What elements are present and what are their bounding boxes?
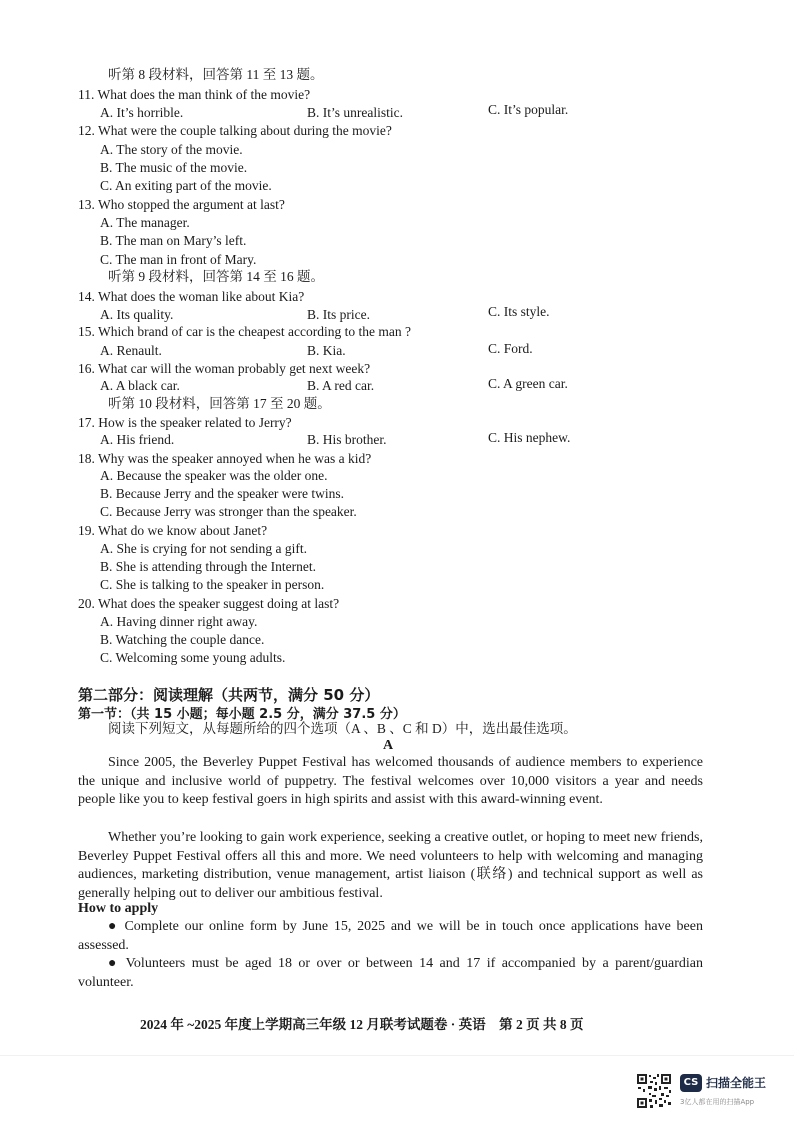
q14-option-c: C. Its style.	[488, 304, 550, 319]
section-10-instruction: 听第 10 段材料，回答第 17 至 20 题。	[108, 396, 331, 411]
q11-option-b: B. It’s unrealistic.	[307, 105, 403, 120]
question-13: 13. Who stopped the argument at last?	[78, 197, 285, 212]
q20-option-c: C. Welcoming some young adults.	[100, 650, 286, 665]
passage-label: A	[383, 738, 394, 753]
q14-option-b: B. Its price.	[307, 307, 370, 322]
q16-option-a: A. A black car.	[100, 378, 180, 393]
q19-option-b: B. She is attending through the Internet.	[100, 559, 316, 574]
q20-option-b: B. Watching the couple dance.	[100, 632, 265, 647]
reading-instruction: 阅读下列短文，从每题所给的四个选项（A 、B 、C 和 D）中，选出最佳选项。	[108, 721, 577, 736]
q20-option-a: A. Having dinner right away.	[100, 614, 258, 629]
question-16: 16. What car will the woman probably get next week?	[78, 361, 371, 376]
question-18: 18. Why was the speaker annoyed when he was a kid?	[78, 451, 372, 466]
q12-option-a: A. The story of the movie.	[100, 142, 243, 157]
q14-option-a: A. Its quality.	[100, 307, 174, 322]
q17-option-c: C. His nephew.	[488, 430, 571, 445]
qr-code-icon	[636, 1073, 672, 1109]
q13-option-c: C. The man in front of Mary.	[100, 252, 257, 267]
page-footer: 2024 年 ~2025 年度上学期高三年级 12 月联考试题卷 · 英语 第 2 页 共 8 页	[140, 1017, 584, 1032]
q13-option-b: B. The man on Mary’s left.	[100, 233, 247, 248]
q12-option-c: C. An exiting part of the movie.	[100, 178, 272, 193]
q16-option-c: C. A green car.	[488, 376, 568, 391]
q18-option-b: B. Because Jerry and the speaker were twins.	[100, 486, 345, 501]
question-15: 15. Which brand of car is the cheapest according to the man ?	[78, 324, 411, 339]
how-to-apply-heading: How to apply	[78, 901, 159, 916]
section-9-instruction: 听第 9 段材料，回答第 14 至 16 题。	[108, 269, 324, 284]
section-one-title: 第一节：（共 15 小题；每小题 2.5 分，满分 37.5 分）	[78, 707, 406, 722]
apply-bullet-1: ● Complete our online form by June 15, 2025 and we will be in touch once applications have been assessed.	[78, 919, 703, 953]
q15-option-a: A. Renault.	[100, 343, 162, 358]
q18-option-a: A. Because the speaker was the older one.	[100, 468, 328, 483]
part-two-title: 第二部分：阅读理解（共两节，满分 50 分）	[78, 686, 380, 704]
passage-paragraph-2: Whether you’re looking to gain work experience, seeking a creative outlet, or hoping to meet new friends, Beverley Puppet Festival offers all this and more. We need volunteers to help with welcoming and managing audiences, marketing distribution, venue management, artist liaison (联络) and technical support as well as generally helping out to deliver our ambitious festival.	[78, 830, 703, 901]
bottom-divider	[0, 1055, 794, 1056]
passage-paragraph-1: Since 2005, the Beverley Puppet Festival has welcomed thousands of audience members to experience the unique and inclusive world of puppetry. The festival welcomes over 10,000 visitors a year and needs people like you to keep festival goers in high spirits and assist with this award-winning event.	[78, 755, 703, 807]
camscanner-name: 扫描全能王	[706, 1076, 767, 1090]
question-19: 19. What do we know about Janet?	[78, 523, 268, 538]
q16-option-b: B. A red car.	[307, 378, 375, 393]
camscanner-logo: CS	[680, 1074, 702, 1092]
q11-option-a: A. It’s horrible.	[100, 105, 184, 120]
q12-option-b: B. The music of the movie.	[100, 160, 248, 175]
scanner-watermark	[636, 1073, 782, 1113]
q15-option-c: C. Ford.	[488, 341, 533, 356]
question-12: 12. What were the couple talking about during the movie?	[78, 123, 392, 138]
q18-option-c: C. Because Jerry was stronger than the speaker.	[100, 504, 357, 519]
camscanner-tagline: 3亿人都在用的扫描App	[680, 1098, 755, 1106]
question-20: 20. What does the speaker suggest doing at last?	[78, 596, 340, 611]
section-8-instruction: 听第 8 段材料，回答第 11 至 13 题。	[108, 67, 324, 82]
question-17: 17. How is the speaker related to Jerry?	[78, 415, 292, 430]
q13-option-a: A. The manager.	[100, 215, 190, 230]
q15-option-b: B. Kia.	[307, 343, 346, 358]
question-14: 14. What does the woman like about Kia?	[78, 289, 305, 304]
q11-option-c: C. It’s popular.	[488, 102, 569, 117]
apply-bullet-2: ● Volunteers must be aged 18 or over or between 14 and 17 if accompanied by a parent/guardian volunteer.	[78, 956, 703, 990]
question-11: 11. What does the man think of the movie?	[78, 87, 311, 102]
q19-option-c: C. She is talking to the speaker in person.	[100, 577, 325, 592]
q17-option-b: B. His brother.	[307, 432, 387, 447]
q17-option-a: A. His friend.	[100, 432, 175, 447]
q19-option-a: A. She is crying for not sending a gift.	[100, 541, 307, 556]
